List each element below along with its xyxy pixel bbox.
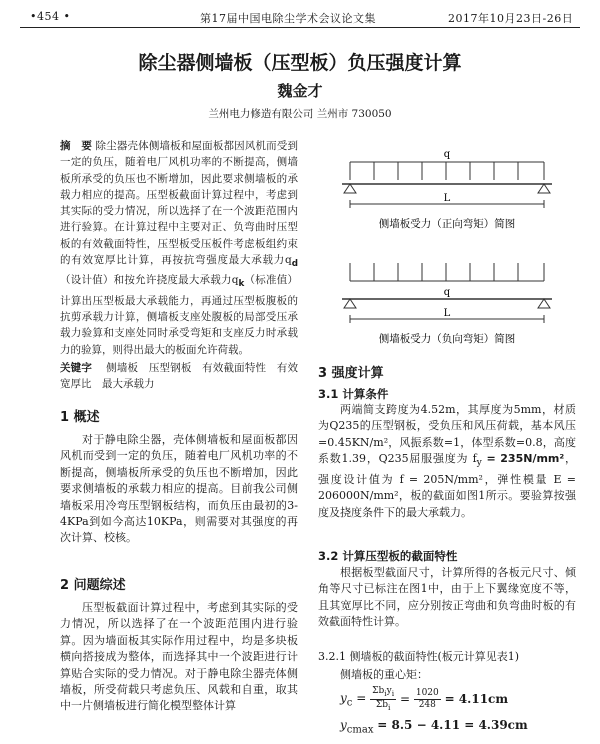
figure-2-caption: 侧墙板受力（负向弯矩）简图 [378,333,516,345]
section-3-2-1-title: 3.2.1 侧墙板的截面特性(板元计算见表1) [318,650,520,663]
section-3-1-body [318,402,576,521]
s31-tail: ，板的截面如图1所示。要验算按强度及挠度条件下的最大承载力。 [318,489,576,519]
abstract-text: 除尘器壳体侧墙板和屋面板都因风机而受到一定的负压，随着电厂风机功率的不断提高，侧墙板所承受的负压也不断增加，因此要求侧墙板的承载力相应的提高。压型板截面计算过程中，考虑到其实际的受力情况，所以选择了在一个波距范围内进行验算。在计算过程中主要对正、负弯曲时压型板的有效截面特性，压型板受压板件考虑板组约束的有效宽厚比计算，再按抗弯强度最大承载力q [60,140,299,267]
f1-num: Σb [372,686,385,696]
section-2-text: 压型板截面计算过程中，考虑到其实际的受力情况，所以选择了在一个波距范围内进行验算。因为墙面板其实际作用过程中，均是多块板横向搭接成为整体，而选择其中一个波距进行计算贴合实际的受力情况。对于静电除尘器壳体侧墙板，所受荷载只考虑负压、风载和自重，取其中一片侧墙板进行简化模型整体计算 [60,601,298,713]
header-rule [20,27,580,28]
f1-result: = 4.11cm [444,692,509,707]
abstract-label: 摘 要 [60,140,92,152]
section-3-title: 3 强度计算 [318,366,384,381]
section-2-body [60,600,298,715]
span-symbol: L [443,193,451,204]
figure-1-caption: 侧墙板受力（正向弯矩）简图 [378,218,516,230]
keywords-text: 侧墙板 压型钢板 有效截面特性 有效宽厚比 最大承载力 [60,362,298,391]
f1-num-sub: i [384,688,387,698]
conference-date: 2017年10月23日-26日 [448,12,574,25]
figure-negative-moment [318,255,576,350]
s31-mid: ，强度设计值为 f = 205N/mm² [318,452,576,486]
f1-lhs-sub: c [346,696,353,708]
f1-den: Σb [375,699,388,710]
centroid-label: 侧墙板的重心矩： [340,668,428,681]
f2-lhs-sub: cmax [346,724,374,736]
section-3-1-title: 3.1 计算条件 [318,387,389,401]
section-1-title: 1 概述 [60,410,100,425]
abstract-sub-k: k [238,279,245,290]
abstract-block [60,138,298,393]
f1-den-sub: i [387,702,391,712]
page-number: •454 • [30,10,71,23]
load-symbol-2: q [443,287,451,298]
span-symbol-2: L [443,308,451,319]
abstract-tail: （标准值）计算出压型板最大承载能力，再通过压型板腹板的抗剪承载力计算，侧墙板支座处腹板的局部受压承载力验算和支座处同时承受弯矩和支座反力时承载力的验算，则得出最大的板面允许荷载。 [60,274,298,356]
section-1-text: 对于静电除尘器，壳体侧墙板和屋面板都因风机而受到一定的负压，随着电厂风机功率的不断提高，侧墙板所承受的负压也不断增加，因此要求侧墙板的承载力相应的提高。目前我公司侧墙板采用冷弯压型钢板结构，而负压由最初的3-4KPa到如今高达10KPa，则需要对其强度的再次计算、校核。 [60,433,298,545]
f1-lhs: y [340,690,347,705]
f2-lhs: y [340,718,347,732]
journal-name: 第17届中国电除尘学术会议论文集 [200,12,376,25]
f2-rhs: = 8.5 − 4.11 = 4.39cm [377,718,528,732]
paper-title: 除尘器侧墙板（压型板）负压强度计算 [138,52,462,74]
formula-ymax [340,718,528,735]
abstract-sub-d: d [291,259,298,270]
figure-positive-moment [318,140,576,235]
formula-centroid: $y_c$ = $\Sigma b_iy_i$ $\Sigma b_i$ = $\frac{1020}{248}$ = 4.11cm [340,686,509,712]
section-3-2-title: 3.2 计算压型板的截面特性 [318,549,458,563]
author-name: 魏金才 [277,82,323,100]
s31-fy-val: = 235N/mm² [481,452,565,466]
load-symbol: q [443,149,451,160]
f1-den2: 248 [418,699,436,710]
s32-text: 根据板型截面尺寸，计算所得的各板元尺寸、倾角等尺寸已标注在图1中，由于上下翼缘宽度不等，且其宽厚比不同，应分别按正弯曲和负弯曲时板的有效截面特性计算。 [318,566,576,629]
section-3-2-body [318,565,576,631]
f1-num-y: y [386,686,392,696]
affiliation: 兰州电力修造有限公司 兰州市 730050 [208,108,392,120]
section-1-body [60,432,298,547]
f1-num-y-sub: i [391,688,395,698]
abstract-mid: （设计值）和按允许挠度最大承载力q [60,274,239,287]
s31-text: 两端简支跨度为4.52m，其厚度为5mm，材质为Q235的压型钢板，受负压和风压荷载，基本风压=0.45KN/m²，风振系数=1，体型系数=0.8，高度系数1.39，Q235屈服强度为 f [318,403,576,466]
keywords-label: 关键字 [60,362,92,375]
section-2-title: 2 问题综述 [60,578,126,593]
f1-num2: 1020 [415,687,439,698]
s31-e: ，弹性模量 E = 206000N/mm² [318,472,576,503]
s31-fy-sub: y [476,457,482,469]
